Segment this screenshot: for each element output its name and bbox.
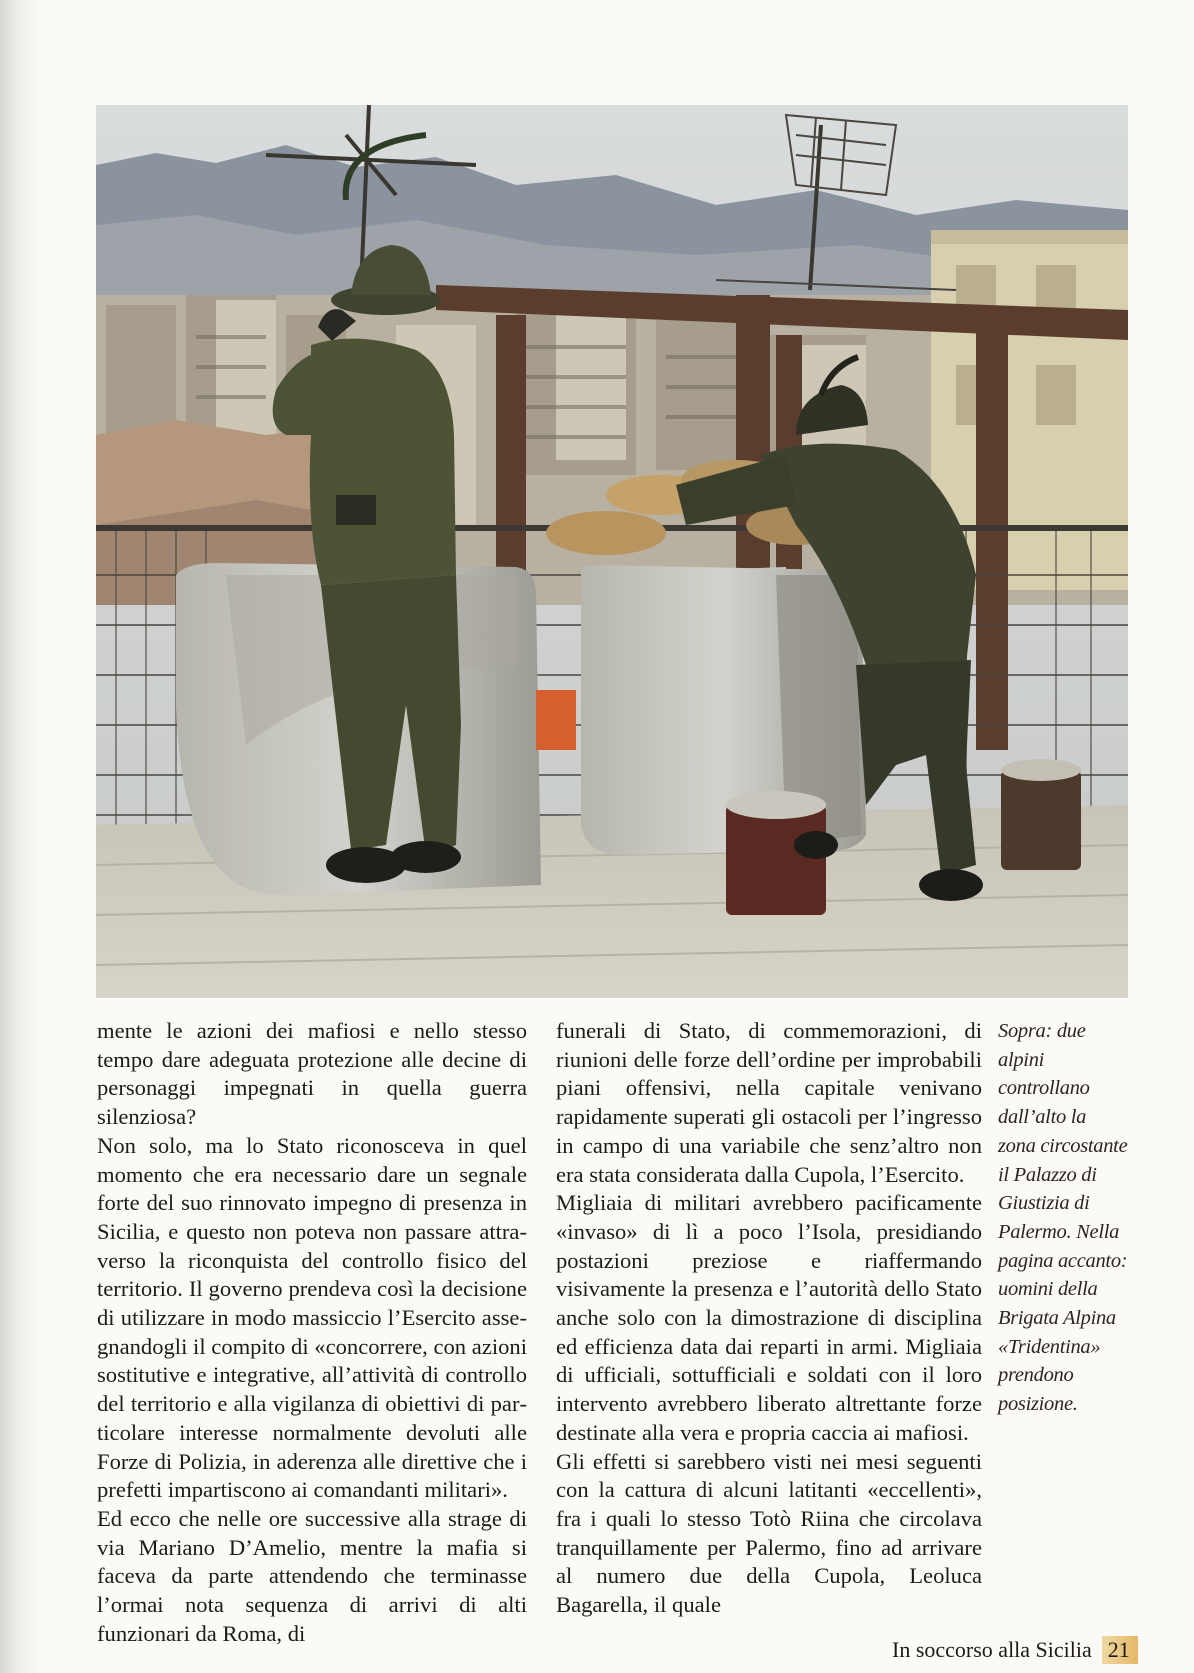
body-paragraph: mente le azioni dei mafiosi e nello stesso tempo dare adeguata protezione alle decine di personaggi impegnati in quella guerra silenziosa? xyxy=(97,1018,527,1130)
photo-alpine-soldiers-rooftop xyxy=(96,105,1128,998)
page-footer xyxy=(892,1636,1138,1664)
body-paragraph: funerali di Stato, di commemorazioni, di riunioni delle forze dell’ordine per improbabili piani offensivi, nella capitale venivano rapidamente superati gli ostacoli per l’ingresso in campo di una variabile che senz’altro non era stata considerata dalla Cupola, l’Esercito. xyxy=(556,1018,982,1187)
body-column-1 xyxy=(97,1017,527,1648)
photo-caption: Sopra: due alpini controllano dall’alto la zona circostante il Palazzo di Giustizia di Palermo. Nella pagina accanto: uomini della Brigata Alpina «Tridentina» prendono posizione. xyxy=(998,1020,1128,1416)
body-paragraph: Migliaia di militari avrebbero pacificamente «invaso» di lì a poco l’Isola, presidiando postazioni preziose e riaffermando visivamente la presenza e l’autorità dello Stato anche solo con la dimostrazione di disciplina ed efficienza data dai reparti in armi. Migliaia di ufficiali, sottufficiali e soldati con il loro intervento avrebbero liberato altrettante forze destinate alla vera e propria caccia ai mafiosi. xyxy=(556,1190,982,1445)
page-number: 21 xyxy=(1102,1636,1138,1664)
body-column-2 xyxy=(556,1017,982,1620)
page-gutter-shadow xyxy=(0,0,40,1673)
body-paragraph: Ed ecco che nelle ore successive alla strage di via Mariano D’Amelio, mentre la mafia si faceva da parte attendendo che terminasse l’ormai nota sequenza di arrivi di alti funzionari da Roma, di xyxy=(97,1505,527,1646)
body-paragraph: Gli effetti si sarebbero visti nei mesi seguenti con la cattura di alcuni latitanti «eccellenti», fra i quali lo stesso Totò Riina che circolava tranquillamente per Palermo, fino ad arrivare al numero due della Cupola, Leoluca Bagarella, il quale xyxy=(556,1448,982,1618)
running-title: In soccorso alla Sicilia xyxy=(892,1637,1092,1662)
body-paragraph: Non solo, ma lo Stato riconosceva in quel momento che era necessario dare un segnale forte del suo rinnovato impegno di presenza in Sicilia, e questo non poteva non passare attraverso la riconquista del controllo fisico del territorio. Il governo prendeva così la decisione di utilizzare in modo massiccio l’Esercito assegnandogli il compito di «concorrere, con azioni sostitutive e integrative, all’attività di controllo del territorio e alla vigilanza di obiettivi di particolare interesse normalmente devoluti alle Forze di Polizia, in aderenza alle direttive che i prefetti impartiscono ai comandanti militari». xyxy=(97,1132,527,1503)
